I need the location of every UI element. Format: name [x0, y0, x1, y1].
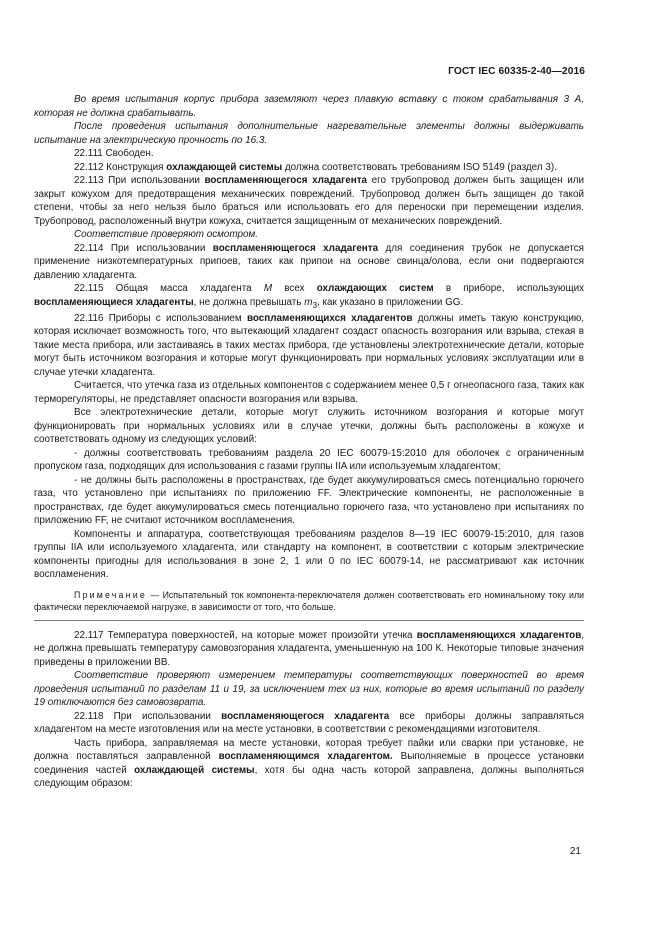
clause-22-113: 22.113 При использовании воспламеняющегося хладагента его трубопровод должен быть защищен или закрыт кожухом для предотвращения механических повреждений. Трубопровод должен быть защищен до такой степени, чтобы за него нельзя было браться или использовать его для переноски при перемещении изделия. Трубопровод, расположенный внутри кожуха, считается защищенным от механических повреждений.	[34, 175, 584, 227]
document-header: ГОСТ IEC 60335-2-40—2016	[448, 66, 585, 77]
compliance-inspection: Соответствие проверяют осмотром.	[74, 229, 259, 240]
paragraph-fuse-test: Во время испытания корпус прибора заземляют через плавкую вставку с током срабатывания 3 А, которая не должна срабатывать.	[34, 94, 584, 119]
clause-22-114: 22.114 При использовании воспламеняющегося хладагента для соединения трубок не допускается применение низкотемпературных припоев, таких как припои на основе свинца/олова, если они подвергаются давлению хладагента.	[34, 242, 584, 281]
clause-22-117: 22.117 Температура поверхностей, на которые может произойти утечка воспламеняющихся хладагентов, не должна превышать температуру самовозгорания хладагента, уменьшенную на 100 К. Некоторые типовые значения приведены в приложении BB.	[34, 629, 585, 668]
paragraph-electric-strength: После проведения испытания дополнительные нагревательные элементы должны выдерживать испытание на электрическую прочность по 16.3.	[34, 121, 584, 146]
paragraph-components: Компоненты и аппаратура, соответствующая требованиям разделов 8—19 IEC 60079-15:2010, для газов группы IIA или используемого хладагента, или стандарту на компонент, в соответствии с которым электрические компоненты пригодны для использования в зоне 2, 1 или 0 по IEC 60079-14, не рассматривают как источник воспламенения.	[34, 528, 584, 581]
paragraph-gas-leak: Считается, что утечка газа из отдельных компонентов с содержанием менее 0,5 г огнеопасного газа, таких как терморегуляторы, не представляет опасности возгорания или взрыва.	[34, 380, 584, 405]
list-item-spaces: - не должны быть расположены в пространствах, где будет аккумулироваться смесь потенциально горючего газа, что установлено при испытаниях по приложению FF. Электрические компоненты, не расположенные в пространствах, где будет аккумулироваться смесь потенциально горючего газа, что установлено при испытаниях по приложению FF, не считают источником воспламенения.	[34, 474, 584, 527]
paragraph-field-charged: Часть прибора, заправляемая на месте установки, которая требует пайки или сварки при установке, не должна поставляться заправленной воспламеняющимся хладагентом. Выполняемые в процессе установки соединения частей охлаждающей системы, хотя бы одна часть которой заправлена, должны выполняться следующим образом:	[34, 737, 584, 790]
paragraph-electrical-parts: Все электротехнические детали, которые могут служить источником возгорания и которые могут функционировать при нормальных условиях или в случае утечки, должны быть расположены в кожухе и соответствовать одному из следующих условий:	[34, 407, 584, 446]
clause-22-118: 22.118 При использовании воспламеняющегося хладагента все приборы должны заправляться хладагентом на месте изготовления или на месте установки, в соответствии с рекомендациями изготовителя.	[34, 710, 584, 736]
clause-22-111: 22.111 Свободен.	[74, 148, 154, 159]
page-number: 21	[569, 846, 581, 857]
document-body	[34, 93, 584, 791]
clause-22-115: 22.115 Общая масса хладагента M всех охлаждающих систем в приборе, использующих воспламеняющиеся хладагенты, не должна превышать $m_3$, как указано в приложении GG.	[34, 283, 585, 310]
note: Примечание — Испытательный ток компонента-переключателя должен соответствовать его номинальному току или фактически переключаемой нагрузке, в зависимости от того, что больше.	[34, 589, 584, 621]
compliance-temperature: Соответствие проверяют измерением температуры соответствующих поверхностей во время проведения испытаний по разделам 11 и 19, за исключением тех из них, которые во время испытаний по разделу 19 отключаются без самовозврата.	[34, 670, 584, 709]
list-item-enclosure: - должны соответствовать требованиям раздела 20 IEC 60079-15:2010 для оболочек с ограниченным пропуском газа, подходящих для использования с газами группы IIA или используемым хладагентом;	[34, 447, 584, 473]
clause-22-116: 22.116 Приборы с использованием воспламеняющихся хладагентов должны иметь такую конструкцию, которая исключает возможность того, что вытекающий хладагент создаст опасность возгорания или взрыва, стекая в такие места прибора, или застаиваясь в таких местах прибора, где установлены электротехнические детали, которые могут быть источником возгорания и которые могут функционировать при нормальных условиях эксплуатации или в случае утечки хладагента.	[34, 312, 585, 378]
clause-22-112: 22.112 Конструкция охлаждающей системы должна соответствовать требованиям ISO 5149 (раздел 3).	[74, 161, 557, 173]
